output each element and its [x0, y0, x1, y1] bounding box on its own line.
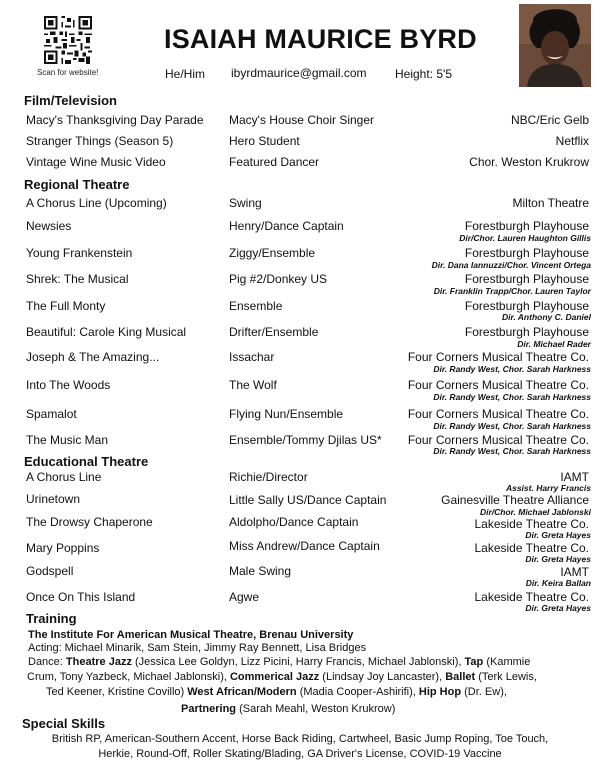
regional-show: Shrek: The Musical: [26, 272, 129, 286]
regional-director: Dir. Franklin Trapp/Chor. Lauren Taylor: [433, 286, 591, 296]
film-company: Netflix: [555, 134, 589, 148]
qr-code[interactable]: [44, 16, 92, 64]
film-project: Stranger Things (Season 5): [26, 134, 174, 148]
film-section-title: Film/Television: [24, 93, 117, 108]
regional-theatre: Forestburgh Playhouse: [464, 246, 589, 260]
pronouns: He/Him: [165, 67, 206, 81]
educational-role: Aldolpho/Dance Captain: [229, 515, 359, 529]
regional-director: Dir. Anthony C. Daniel: [502, 312, 591, 322]
educational-theatre: IAMT: [560, 565, 589, 579]
regional-director: Dir. Randy West, Chor. Sarah Harkness: [433, 392, 591, 402]
regional-role: Issachar: [229, 350, 275, 364]
dance-style-hip-hop: Hip Hop: [418, 686, 462, 698]
regional-theatre: Forestburgh Playhouse: [464, 272, 589, 286]
educational-theatre: Lakeside Theatre Co.: [474, 541, 589, 555]
tap-teachers: (Kammie: [483, 656, 531, 668]
film-role: Hero Student: [229, 134, 300, 148]
educational-show: Godspell: [26, 564, 74, 578]
regional-show: Spamalot: [26, 407, 77, 421]
regional-director: Dir/Chor. Lauren Haughton Gillis: [459, 233, 591, 243]
actor-name: ISAIAH MAURICE BYRD: [164, 24, 477, 54]
regional-show: A Chorus Line (Upcoming): [26, 196, 167, 210]
training-school: The Institute For American Musical Theatre, Brenau University: [28, 629, 354, 641]
educational-director: Dir. Keira Ballan: [525, 578, 591, 588]
email[interactable]: ibyrdmaurice@gmail.com: [231, 66, 367, 80]
educational-role: Richie/Director: [229, 470, 308, 484]
educational-show: Urinetown: [26, 492, 81, 506]
training-dance-line-1: [28, 656, 530, 668]
tap-teachers-cont: Crum, Tony Yazbeck, Michael Jablonski),: [27, 671, 230, 683]
regional-role: Drifter/Ensemble: [229, 325, 319, 339]
ballet-teachers: (Terk Lewis,: [475, 671, 537, 683]
regional-theatre: Milton Theatre: [512, 196, 589, 210]
training-dance-line-4: [181, 703, 395, 715]
west-african-teachers: (Madia Cooper-Ashirifi),: [296, 686, 419, 698]
educational-director: Dir. Greta Hayes: [525, 603, 591, 613]
educational-section-title: Educational Theatre: [24, 454, 149, 469]
educational-director: Dir. Greta Hayes: [525, 530, 591, 540]
regional-show: Beautiful: Carole King Musical: [26, 325, 187, 339]
ballet-teachers-cont: Ted Keener, Kristine Covillo): [46, 686, 188, 698]
regional-theatre: Four Corners Musical Theatre Co.: [407, 350, 589, 364]
educational-theatre: Lakeside Theatre Co.: [474, 517, 589, 531]
headshot-photo: [519, 4, 591, 87]
regional-role: Pig #2/Donkey US: [229, 272, 328, 286]
regional-show: The Music Man: [26, 433, 109, 447]
regional-show: Joseph & The Amazing...: [26, 350, 160, 364]
height: Height: 5'5: [395, 67, 452, 81]
regional-show: The Full Monty: [26, 299, 106, 313]
hip-hop-teachers: (Dr. Ew),: [461, 686, 507, 698]
training-dance-line-3: [46, 686, 507, 698]
regional-role: Ensemble/Tommy Djilas US*: [229, 433, 382, 447]
regional-director: Dir. Randy West, Chor. Sarah Harkness: [433, 446, 591, 456]
regional-show: Into The Woods: [26, 378, 111, 392]
regional-director: Dir. Dana Iannuzzi/Chor. Vincent Ortega: [431, 260, 591, 270]
educational-role: Male Swing: [229, 564, 292, 578]
regional-director: Dir. Randy West, Chor. Sarah Harkness: [433, 364, 591, 374]
film-role: Featured Dancer: [229, 155, 320, 169]
training-acting: Acting: Michael Minarik, Sam Stein, Jimmy Ray Bennett, Lisa Bridges: [28, 642, 367, 654]
educational-show: The Drowsy Chaperone: [26, 515, 153, 529]
film-project: Vintage Wine Music Video: [26, 155, 166, 169]
regional-theatre: Forestburgh Playhouse: [464, 325, 589, 339]
educational-show: A Chorus Line: [26, 470, 102, 484]
regional-role: Ziggy/Ensemble: [229, 246, 316, 260]
regional-show: Newsies: [26, 219, 72, 233]
regional-section-title: Regional Theatre: [24, 177, 130, 192]
film-project: Macy's Thanksgiving Day Parade: [26, 113, 204, 127]
film-company: NBC/Eric Gelb: [510, 113, 589, 127]
regional-director: Dir. Michael Rader: [517, 339, 591, 349]
regional-role: The Wolf: [229, 378, 277, 392]
regional-theatre: Four Corners Musical Theatre Co.: [407, 433, 589, 447]
regional-theatre: Forestburgh Playhouse: [464, 299, 589, 313]
dance-style-ballet: Ballet: [445, 671, 476, 683]
regional-role: Ensemble: [229, 299, 283, 313]
regional-theatre: Four Corners Musical Theatre Co.: [407, 407, 589, 421]
dance-style-commercial: Commerical Jazz: [229, 671, 320, 683]
skills-line-1: British RP, American-Southern Accent, Horse Back Riding, Cartwheel, Basic Jump Roping, Toe Touch,: [51, 733, 549, 745]
jazz-teachers: (Jessica Lee Goldyn, Lizz Picini, Harry Francis, Michael Jablonski),: [131, 656, 465, 668]
educational-theatre: Lakeside Theatre Co.: [474, 590, 589, 604]
educational-show: Once On This Island: [26, 590, 136, 604]
dance-style-west-african: West African/Modern: [187, 686, 297, 698]
educational-theatre: Gainesville Theatre Alliance: [441, 493, 589, 507]
educational-show: Mary Poppins: [26, 541, 100, 555]
educational-role: Little Sally US/Dance Captain: [229, 493, 387, 507]
regional-show: Young Frankenstein: [26, 246, 133, 260]
commercial-teachers: (Lindsay Joy Lancaster),: [319, 671, 446, 683]
dance-style-jazz: Theatre Jazz: [65, 656, 132, 668]
educational-role: Agwe: [229, 590, 260, 604]
training-dance-line-2: [27, 671, 537, 683]
skills-line-2: Herkie, Round-Off, Roller Skating/Blading, GA Driver's License, COVID-19 Vaccine: [98, 748, 502, 760]
educational-director: Dir/Chor. Michael Jablonski: [479, 507, 591, 517]
educational-director: Dir. Greta Hayes: [525, 554, 591, 564]
regional-role: Swing: [229, 196, 262, 210]
training-section-title: Training: [26, 611, 77, 626]
regional-role: Flying Nun/Ensemble: [229, 407, 344, 421]
skills-section-title: Special Skills: [22, 716, 106, 731]
regional-director: Dir. Randy West, Chor. Sarah Harkness: [433, 421, 591, 431]
regional-theatre: Four Corners Musical Theatre Co.: [407, 378, 589, 392]
educational-theatre: IAMT: [560, 470, 589, 484]
film-company: Chor. Weston Krukrow: [469, 155, 589, 169]
regional-theatre: Forestburgh Playhouse: [464, 219, 589, 233]
partnering-teachers: (Sarah Meahl, Weston Krukrow): [236, 703, 396, 715]
dance-style-tap: Tap: [464, 656, 484, 668]
regional-role: Henry/Dance Captain: [229, 219, 344, 233]
dance-label: Dance:: [28, 656, 66, 668]
film-role: Macy's House Choir Singer: [229, 113, 375, 127]
qr-caption: Scan for website!: [37, 68, 99, 77]
educational-role: Miss Andrew/Dance Captain: [229, 539, 380, 553]
dance-style-partnering: Partnering: [181, 703, 237, 715]
educational-director: Assist. Harry Francis: [505, 483, 591, 493]
